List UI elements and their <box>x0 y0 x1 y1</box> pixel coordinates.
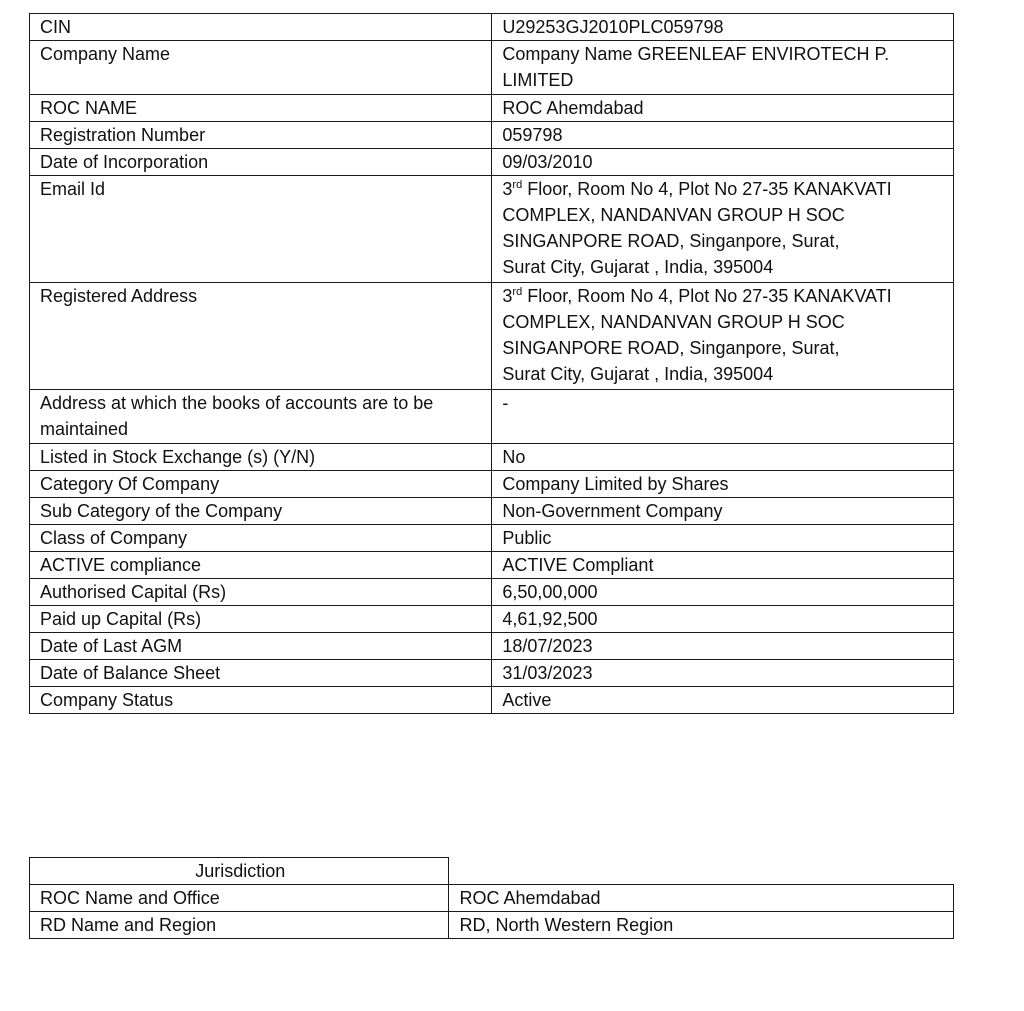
field-label: RD Name and Region <box>30 912 449 939</box>
label-line: maintained <box>40 419 129 439</box>
field-value: U29253GJ2010PLC059798 <box>492 14 954 41</box>
field-label: Email Id <box>30 176 492 283</box>
field-label: Listed in Stock Exchange (s) (Y/N) <box>30 444 492 471</box>
value-line: SINGANPORE ROAD, Singanpore, Surat, <box>502 231 840 251</box>
field-value: 059798 <box>492 122 954 149</box>
table-row <box>30 41 954 95</box>
field-value <box>492 283 954 390</box>
floor-number: 3 <box>502 179 513 199</box>
field-label: CIN <box>30 14 492 41</box>
table-row <box>30 122 954 149</box>
field-label: Sub Category of the Company <box>30 498 492 525</box>
table-row <box>30 687 954 714</box>
table-row <box>30 471 954 498</box>
value-line: Surat City, Gujarat , India, 395004 <box>502 257 774 277</box>
value-line: COMPLEX, NANDANVAN GROUP H SOC <box>502 205 845 225</box>
empty-cell <box>449 858 954 885</box>
field-value: 09/03/2010 <box>492 149 954 176</box>
field-value: 18/07/2023 <box>492 633 954 660</box>
table-row <box>30 149 954 176</box>
field-value: 31/03/2023 <box>492 660 954 687</box>
field-label: Registration Number <box>30 122 492 149</box>
table-row <box>30 444 954 471</box>
table-row <box>30 95 954 122</box>
table-row <box>30 498 954 525</box>
field-label: Authorised Capital (Rs) <box>30 579 492 606</box>
field-label: Category Of Company <box>30 471 492 498</box>
value-line: COMPLEX, NANDANVAN GROUP H SOC <box>502 312 845 332</box>
table-row <box>30 579 954 606</box>
label-line: Address at which the books of accounts are to be <box>40 393 434 413</box>
ordinal-suffix: rd <box>512 286 523 298</box>
field-value: Non-Government Company <box>492 498 954 525</box>
table-row <box>30 660 954 687</box>
field-label: Date of Incorporation <box>30 149 492 176</box>
value-line: SINGANPORE ROAD, Singanpore, Surat, <box>502 338 840 358</box>
table-row <box>30 283 954 390</box>
table-row <box>30 176 954 283</box>
table-row <box>30 552 954 579</box>
field-value: 6,50,00,000 <box>492 579 954 606</box>
field-label: Registered Address <box>30 283 492 390</box>
value-line: Surat City, Gujarat , India, 395004 <box>502 364 774 384</box>
table-row <box>30 14 954 41</box>
field-value: RD, North Western Region <box>449 912 954 939</box>
value-line: 3rd Floor, Room No 4, Plot No 27-35 KANAKVATI <box>502 286 892 306</box>
value-line: Company Name GREENLEAF ENVIROTECH P. <box>502 44 890 64</box>
field-label: Company Name <box>30 41 492 95</box>
field-label: Date of Last AGM <box>30 633 492 660</box>
field-label: Paid up Capital (Rs) <box>30 606 492 633</box>
floor-number: 3 <box>502 286 513 306</box>
field-label: ACTIVE compliance <box>30 552 492 579</box>
table-row <box>30 885 954 912</box>
field-value: 4,61,92,500 <box>492 606 954 633</box>
table-row <box>30 390 954 444</box>
table-row <box>30 633 954 660</box>
field-label: Company Status <box>30 687 492 714</box>
field-value <box>492 176 954 283</box>
field-value: Company Limited by Shares <box>492 471 954 498</box>
table-header-row <box>30 858 954 885</box>
field-label: Class of Company <box>30 525 492 552</box>
jurisdiction-table <box>29 857 954 939</box>
field-value: Public <box>492 525 954 552</box>
field-value: No <box>492 444 954 471</box>
table-row <box>30 525 954 552</box>
table-row <box>30 912 954 939</box>
company-details-table <box>29 13 954 714</box>
value-line: LIMITED <box>502 70 574 90</box>
field-label: Date of Balance Sheet <box>30 660 492 687</box>
field-value <box>492 41 954 95</box>
jurisdiction-header: Jurisdiction <box>30 858 449 885</box>
field-value: ROC Ahemdabad <box>492 95 954 122</box>
ordinal-suffix: rd <box>512 179 523 191</box>
field-value: ROC Ahemdabad <box>449 885 954 912</box>
field-value: ACTIVE Compliant <box>492 552 954 579</box>
field-label <box>30 390 492 444</box>
table-row <box>30 606 954 633</box>
field-label: ROC NAME <box>30 95 492 122</box>
field-label: ROC Name and Office <box>30 885 449 912</box>
field-value: Active <box>492 687 954 714</box>
field-value: - <box>492 390 954 444</box>
value-line: 3rd Floor, Room No 4, Plot No 27-35 KANAKVATI <box>502 179 892 199</box>
